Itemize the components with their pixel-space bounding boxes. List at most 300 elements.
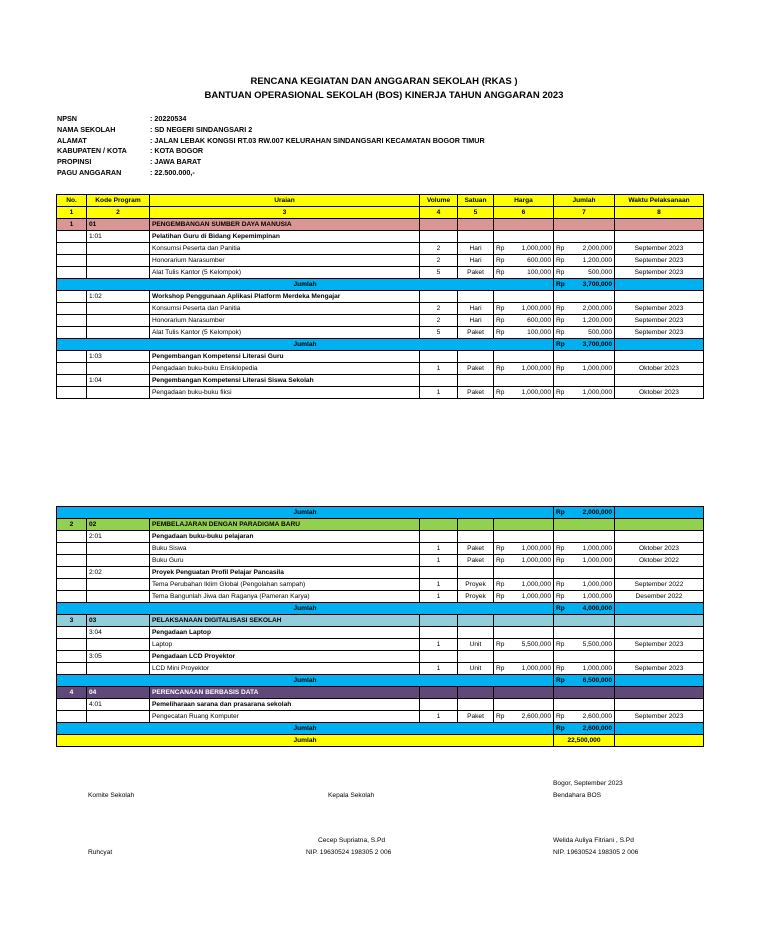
empty-cell xyxy=(458,651,494,663)
currency-label: Rp xyxy=(496,365,505,372)
row-uraian: Honorarium Narasumber xyxy=(150,315,420,327)
column-header: Volume xyxy=(420,195,458,207)
row-harga xyxy=(494,327,554,339)
header-row xyxy=(57,195,704,207)
empty-cell xyxy=(458,219,494,231)
row-jumlah xyxy=(554,267,615,279)
empty-cell xyxy=(57,267,87,279)
row-uraian: Alat Tulis Kantor (5 Kelompok) xyxy=(150,267,420,279)
row-harga-value: 600,000 xyxy=(527,257,551,264)
row-uraian: Pelatihan Guru di Bidang Kepemimpinan xyxy=(150,231,420,243)
row-uraian: Tema Perubahan Iklim Global (Pengolahan sampah) xyxy=(150,579,420,591)
row-jumlah-value: 1,000,000 xyxy=(582,665,612,672)
empty-cell xyxy=(458,699,494,711)
section-row xyxy=(57,615,704,627)
empty-cell xyxy=(494,687,554,699)
row-jumlah-value: 2,000,000 xyxy=(582,245,612,252)
row-waktu: September 2023 xyxy=(615,327,704,339)
currency-label: Rp xyxy=(496,665,505,672)
row-waktu: September 2023 xyxy=(615,267,704,279)
empty-cell xyxy=(615,687,704,699)
empty-cell xyxy=(615,699,704,711)
item-row xyxy=(57,579,704,591)
row-waktu: Oktober 2022 xyxy=(615,555,704,567)
info-label: PROPINSI xyxy=(57,157,92,167)
currency-label: Rp xyxy=(556,245,565,252)
subtotal-value xyxy=(554,279,615,291)
column-header: Harga xyxy=(494,195,554,207)
row-uraian: Pengembangan Kompetensi Literasi Guru xyxy=(150,351,420,363)
row-jumlah-value: 1,000,000 xyxy=(582,389,612,396)
info-row xyxy=(57,157,485,168)
subtotal-value xyxy=(554,339,615,351)
row-harga xyxy=(494,711,554,723)
currency-label: Rp xyxy=(556,725,565,732)
subtotal-value xyxy=(554,507,615,519)
item-row xyxy=(57,663,704,675)
empty-cell xyxy=(87,327,150,339)
subtotal-row xyxy=(57,279,704,291)
column-number: 5 xyxy=(458,207,494,219)
row-jumlah xyxy=(554,555,615,567)
subtotal-value-value: 4,000,000 xyxy=(582,605,612,612)
row-satuan: Hari xyxy=(458,303,494,315)
row-satuan: Hari xyxy=(458,315,494,327)
empty-cell xyxy=(494,351,554,363)
row-jumlah-value: 2,600,000 xyxy=(582,713,612,720)
empty-cell xyxy=(554,351,615,363)
row-harga-value: 100,000 xyxy=(527,329,551,336)
empty-cell xyxy=(494,231,554,243)
row-jumlah-value: 500,000 xyxy=(588,269,612,276)
row-harga-value: 1,000,000 xyxy=(521,665,551,672)
row-uraian: Pengadaan buku-buku pelajaran xyxy=(150,531,420,543)
empty-cell xyxy=(87,639,150,651)
row-jumlah xyxy=(554,315,615,327)
currency-label: Rp xyxy=(556,329,565,336)
row-waktu: September 2023 xyxy=(615,711,704,723)
row-jumlah xyxy=(554,363,615,375)
row-harga xyxy=(494,579,554,591)
row-jumlah-value: 1,000,000 xyxy=(582,593,612,600)
empty-cell xyxy=(494,291,554,303)
row-satuan: Proyek xyxy=(458,579,494,591)
row-uraian: Pengadaan buku-buku fiksi xyxy=(150,387,420,399)
empty-cell xyxy=(554,627,615,639)
row-satuan: Paket xyxy=(458,543,494,555)
row-jumlah xyxy=(554,303,615,315)
row-satuan: Unit xyxy=(458,639,494,651)
empty-cell xyxy=(87,267,150,279)
row-harga-value: 5,500,000 xyxy=(521,641,551,648)
row-jumlah xyxy=(554,327,615,339)
row-kode: 1:04 xyxy=(87,375,150,387)
column-number: 1 xyxy=(57,207,87,219)
row-volume: 1 xyxy=(420,363,458,375)
currency-label: Rp xyxy=(556,641,565,648)
currency-label: Rp xyxy=(556,713,565,720)
row-harga-value: 600,000 xyxy=(527,317,551,324)
item-row xyxy=(57,303,704,315)
row-harga-value: 2,600,000 xyxy=(521,713,551,720)
row-volume: 5 xyxy=(420,327,458,339)
row-waktu: September 2022 xyxy=(615,579,704,591)
row-jumlah-value: 1,000,000 xyxy=(582,557,612,564)
row-jumlah-value: 1,200,000 xyxy=(582,257,612,264)
subprogram-row xyxy=(57,351,704,363)
row-waktu: September 2023 xyxy=(615,303,704,315)
column-header: Kode Program xyxy=(87,195,150,207)
subprogram-row xyxy=(57,627,704,639)
row-jumlah xyxy=(554,543,615,555)
row-harga xyxy=(494,315,554,327)
document-title: RENCANA KEGIATAN DAN ANGGARAN SEKOLAH (RKAS ) xyxy=(250,76,518,87)
currency-label: Rp xyxy=(556,545,565,552)
info-label: NAMA SEKOLAH xyxy=(57,124,116,134)
empty-cell xyxy=(458,615,494,627)
row-uraian: PENGEMBANGAN SUMBER DAYA MANUSIA xyxy=(150,219,420,231)
empty-cell xyxy=(87,663,150,675)
currency-label: Rp xyxy=(496,557,505,564)
row-volume: 1 xyxy=(420,387,458,399)
info-value: : 22.500.000,- xyxy=(150,167,195,177)
empty-cell xyxy=(420,531,458,543)
rkas-table-part1 xyxy=(56,194,704,399)
row-kode: 2:02 xyxy=(87,567,150,579)
subtotal-label: Jumlah xyxy=(57,339,554,351)
row-harga xyxy=(494,243,554,255)
currency-label: Rp xyxy=(556,557,565,564)
row-uraian: Konsumsi Peserta dan Panitia xyxy=(150,243,420,255)
subtotal-label: Jumlah xyxy=(57,507,554,519)
column-header: Satuan xyxy=(458,195,494,207)
row-kode: 1:02 xyxy=(87,291,150,303)
row-uraian: Honorarium Narasumber xyxy=(150,255,420,267)
row-volume: 5 xyxy=(420,267,458,279)
bendahara-title: Bendahara BOS xyxy=(553,792,602,799)
row-jumlah-value: 1,000,000 xyxy=(582,365,612,372)
kepala-nip: NIP. 19630524 198305 2 006 xyxy=(306,849,392,856)
empty-cell xyxy=(420,375,458,387)
school-info xyxy=(57,114,485,179)
empty-cell xyxy=(494,519,554,531)
currency-label: Rp xyxy=(556,365,565,372)
column-header: No. xyxy=(57,195,87,207)
kepala-name: Cecep Supriatna, S.Pd xyxy=(318,837,386,844)
row-waktu: September 2023 xyxy=(615,663,704,675)
empty-cell xyxy=(87,711,150,723)
item-row xyxy=(57,267,704,279)
currency-label: Rp xyxy=(496,329,505,336)
info-row xyxy=(57,114,485,125)
empty-cell xyxy=(615,507,704,519)
row-waktu: Oktober 2023 xyxy=(615,387,704,399)
item-row xyxy=(57,327,704,339)
row-waktu: September 2023 xyxy=(615,315,704,327)
currency-label: Rp xyxy=(496,581,505,588)
currency-label: Rp xyxy=(556,389,565,396)
currency-label: Rp xyxy=(496,545,505,552)
empty-cell xyxy=(458,687,494,699)
empty-cell xyxy=(458,627,494,639)
currency-label: Rp xyxy=(556,593,565,600)
row-waktu: Oktober 2023 xyxy=(615,363,704,375)
empty-cell xyxy=(554,699,615,711)
currency-label: Rp xyxy=(496,389,505,396)
empty-cell xyxy=(87,315,150,327)
currency-label: Rp xyxy=(556,269,565,276)
empty-cell xyxy=(420,687,458,699)
bendahara-name: Welida Auliya Fitriani , S.Pd xyxy=(553,837,634,844)
empty-cell xyxy=(57,663,87,675)
empty-cell xyxy=(615,675,704,687)
empty-cell xyxy=(554,291,615,303)
row-harga-value: 1,000,000 xyxy=(521,365,551,372)
empty-cell xyxy=(554,531,615,543)
row-harga-value: 1,000,000 xyxy=(521,245,551,252)
empty-cell xyxy=(57,555,87,567)
row-volume: 1 xyxy=(420,663,458,675)
row-harga xyxy=(494,639,554,651)
info-row xyxy=(57,168,485,179)
empty-cell xyxy=(458,531,494,543)
subtotal-value xyxy=(554,675,615,687)
row-volume: 2 xyxy=(420,315,458,327)
empty-cell xyxy=(57,567,87,579)
row-kode: 04 xyxy=(87,687,150,699)
row-volume: 1 xyxy=(420,639,458,651)
currency-label: Rp xyxy=(556,581,565,588)
info-value: : SD NEGERI SINDANGSARI 2 xyxy=(150,124,253,134)
empty-cell xyxy=(420,291,458,303)
row-jumlah xyxy=(554,387,615,399)
empty-cell xyxy=(420,699,458,711)
subtotal-label: Jumlah xyxy=(57,675,554,687)
subtotal-row xyxy=(57,603,704,615)
empty-cell xyxy=(494,531,554,543)
row-jumlah xyxy=(554,255,615,267)
row-jumlah-value: 1,000,000 xyxy=(582,545,612,552)
subtotal-row xyxy=(57,507,704,519)
subtotal-row xyxy=(57,723,704,735)
row-harga xyxy=(494,363,554,375)
empty-cell xyxy=(458,231,494,243)
row-jumlah xyxy=(554,711,615,723)
empty-cell xyxy=(615,735,704,747)
rkas-table-part2 xyxy=(56,506,704,747)
row-kode: 3:05 xyxy=(87,651,150,663)
empty-cell xyxy=(615,351,704,363)
currency-label: Rp xyxy=(496,245,505,252)
row-uraian: Buku Guru xyxy=(150,555,420,567)
row-uraian: PERENCANAAN BERBASIS DATA xyxy=(150,687,420,699)
empty-cell xyxy=(57,351,87,363)
row-harga-value: 100,000 xyxy=(527,269,551,276)
empty-cell xyxy=(458,519,494,531)
row-harga-value: 1,000,000 xyxy=(521,545,551,552)
empty-cell xyxy=(87,387,150,399)
row-volume: 1 xyxy=(420,711,458,723)
empty-cell xyxy=(458,351,494,363)
subprogram-row xyxy=(57,567,704,579)
row-volume: 1 xyxy=(420,591,458,603)
subprogram-row xyxy=(57,291,704,303)
column-number: 8 xyxy=(615,207,704,219)
empty-cell xyxy=(458,291,494,303)
row-jumlah xyxy=(554,591,615,603)
currency-label: Rp xyxy=(496,305,505,312)
currency-label: Rp xyxy=(496,269,505,276)
empty-cell xyxy=(420,651,458,663)
info-label: PAGU ANGGARAN xyxy=(57,167,122,177)
info-label: NPSN xyxy=(57,114,77,123)
row-satuan: Paket xyxy=(458,711,494,723)
row-volume: 2 xyxy=(420,243,458,255)
row-no: 2 xyxy=(57,519,87,531)
empty-cell xyxy=(57,699,87,711)
column-header: Jumlah xyxy=(554,195,615,207)
empty-cell xyxy=(458,567,494,579)
subprogram-row xyxy=(57,651,704,663)
currency-label: Rp xyxy=(496,713,505,720)
row-uraian: Tema Bangunlah Jiwa dan Raganya (Pameran Karya) xyxy=(150,591,420,603)
empty-cell xyxy=(615,603,704,615)
row-harga-value: 1,000,000 xyxy=(521,593,551,600)
row-jumlah xyxy=(554,243,615,255)
row-waktu: September 2023 xyxy=(615,639,704,651)
empty-cell xyxy=(420,615,458,627)
subprogram-row xyxy=(57,531,704,543)
subtotal-value-value: 6,500,000 xyxy=(582,677,612,684)
empty-cell xyxy=(615,723,704,735)
subtotal-row xyxy=(57,675,704,687)
row-uraian: Laptop xyxy=(150,639,420,651)
empty-cell xyxy=(494,219,554,231)
empty-cell xyxy=(420,351,458,363)
column-header: Waktu Pelaksanaan xyxy=(615,195,704,207)
subprogram-row xyxy=(57,699,704,711)
row-kode: 1:03 xyxy=(87,351,150,363)
item-row xyxy=(57,639,704,651)
bendahara-nip: NIP. 19630524 198305 2 006 xyxy=(553,849,639,856)
info-value: : JALAN LEBAK KONGSI RT.03 RW.007 KELURAHAN SINDANGSARI KECAMATAN BOGOR TIMUR xyxy=(150,135,485,145)
empty-cell xyxy=(57,363,87,375)
row-jumlah xyxy=(554,579,615,591)
currency-label: Rp xyxy=(496,257,505,264)
empty-cell xyxy=(458,375,494,387)
empty-cell xyxy=(87,303,150,315)
row-volume: 2 xyxy=(420,303,458,315)
item-row xyxy=(57,255,704,267)
subtotal-value-value: 3,700,000 xyxy=(582,341,612,348)
empty-cell xyxy=(57,543,87,555)
komite-name: Ruhcyat xyxy=(88,849,113,856)
currency-label: Rp xyxy=(496,641,505,648)
row-satuan: Paket xyxy=(458,267,494,279)
info-label: ALAMAT xyxy=(57,135,87,145)
currency-label: Rp xyxy=(556,677,565,684)
row-uraian: LCD Mini Proyektor xyxy=(150,663,420,675)
komite-title: Komite Sekolah xyxy=(88,792,135,799)
row-satuan: Paket xyxy=(458,327,494,339)
info-value: : KOTA BOGOR xyxy=(150,146,204,156)
row-harga xyxy=(494,555,554,567)
row-uraian: Buku Siswa xyxy=(150,543,420,555)
currency-label: Rp xyxy=(556,665,565,672)
item-row xyxy=(57,315,704,327)
empty-cell xyxy=(494,627,554,639)
item-row xyxy=(57,543,704,555)
empty-cell xyxy=(57,231,87,243)
empty-cell xyxy=(87,555,150,567)
column-number: 2 xyxy=(87,207,150,219)
item-row xyxy=(57,363,704,375)
row-uraian: Pengembangan Kompetensi Literasi Siswa Sekolah xyxy=(150,375,420,387)
currency-label: Rp xyxy=(556,257,565,264)
subtotal-label: Jumlah xyxy=(57,735,554,747)
empty-cell xyxy=(615,615,704,627)
currency-label: Rp xyxy=(556,605,565,612)
subtotal-row xyxy=(57,339,704,351)
row-jumlah xyxy=(554,663,615,675)
info-row xyxy=(57,125,485,136)
row-harga xyxy=(494,255,554,267)
place-date: Bogor, September 2023 xyxy=(553,780,623,787)
row-harga-value: 1,000,000 xyxy=(521,305,551,312)
currency-label: Rp xyxy=(556,305,565,312)
empty-cell xyxy=(57,387,87,399)
empty-cell xyxy=(57,591,87,603)
row-kode: 3:04 xyxy=(87,627,150,639)
empty-cell xyxy=(57,639,87,651)
empty-cell xyxy=(87,243,150,255)
row-jumlah-value: 2,000,000 xyxy=(582,305,612,312)
subtotal-value-value: 2,000,000 xyxy=(582,509,612,516)
document-subtitle: BANTUAN OPERASIONAL SEKOLAH (BOS) KINERJA TAHUN ANGGARAN 2023 xyxy=(204,90,564,101)
empty-cell xyxy=(420,567,458,579)
info-value: : JAWA BARAT xyxy=(150,157,202,167)
subtotal-value-value: 2,600,000 xyxy=(582,725,612,732)
row-waktu: September 2023 xyxy=(615,255,704,267)
empty-cell xyxy=(57,315,87,327)
row-uraian: PELAKSANAAN DIGITALISASI SEKOLAH xyxy=(150,615,420,627)
currency-label: Rp xyxy=(496,593,505,600)
empty-cell xyxy=(57,291,87,303)
empty-cell xyxy=(554,231,615,243)
empty-cell xyxy=(554,567,615,579)
row-jumlah-value: 500,000 xyxy=(588,329,612,336)
column-number: 3 xyxy=(150,207,420,219)
currency-label: Rp xyxy=(556,281,565,288)
subtotal-label: Jumlah xyxy=(57,279,554,291)
empty-cell xyxy=(57,243,87,255)
row-kode: 4:01 xyxy=(87,699,150,711)
subprogram-row xyxy=(57,231,704,243)
row-uraian: Workshop Penggunaan Aplikasi Platform Merdeka Mengajar xyxy=(150,291,420,303)
empty-cell xyxy=(615,627,704,639)
row-satuan: Paket xyxy=(458,555,494,567)
row-kode: 1:01 xyxy=(87,231,150,243)
empty-cell xyxy=(494,375,554,387)
row-uraian: Pengecatan Ruang Komputer xyxy=(150,711,420,723)
row-harga xyxy=(494,591,554,603)
empty-cell xyxy=(554,375,615,387)
info-value: : 20220534 xyxy=(150,114,187,123)
row-satuan: Hari xyxy=(458,243,494,255)
row-volume: 1 xyxy=(420,555,458,567)
section-row xyxy=(57,687,704,699)
section-row xyxy=(57,519,704,531)
